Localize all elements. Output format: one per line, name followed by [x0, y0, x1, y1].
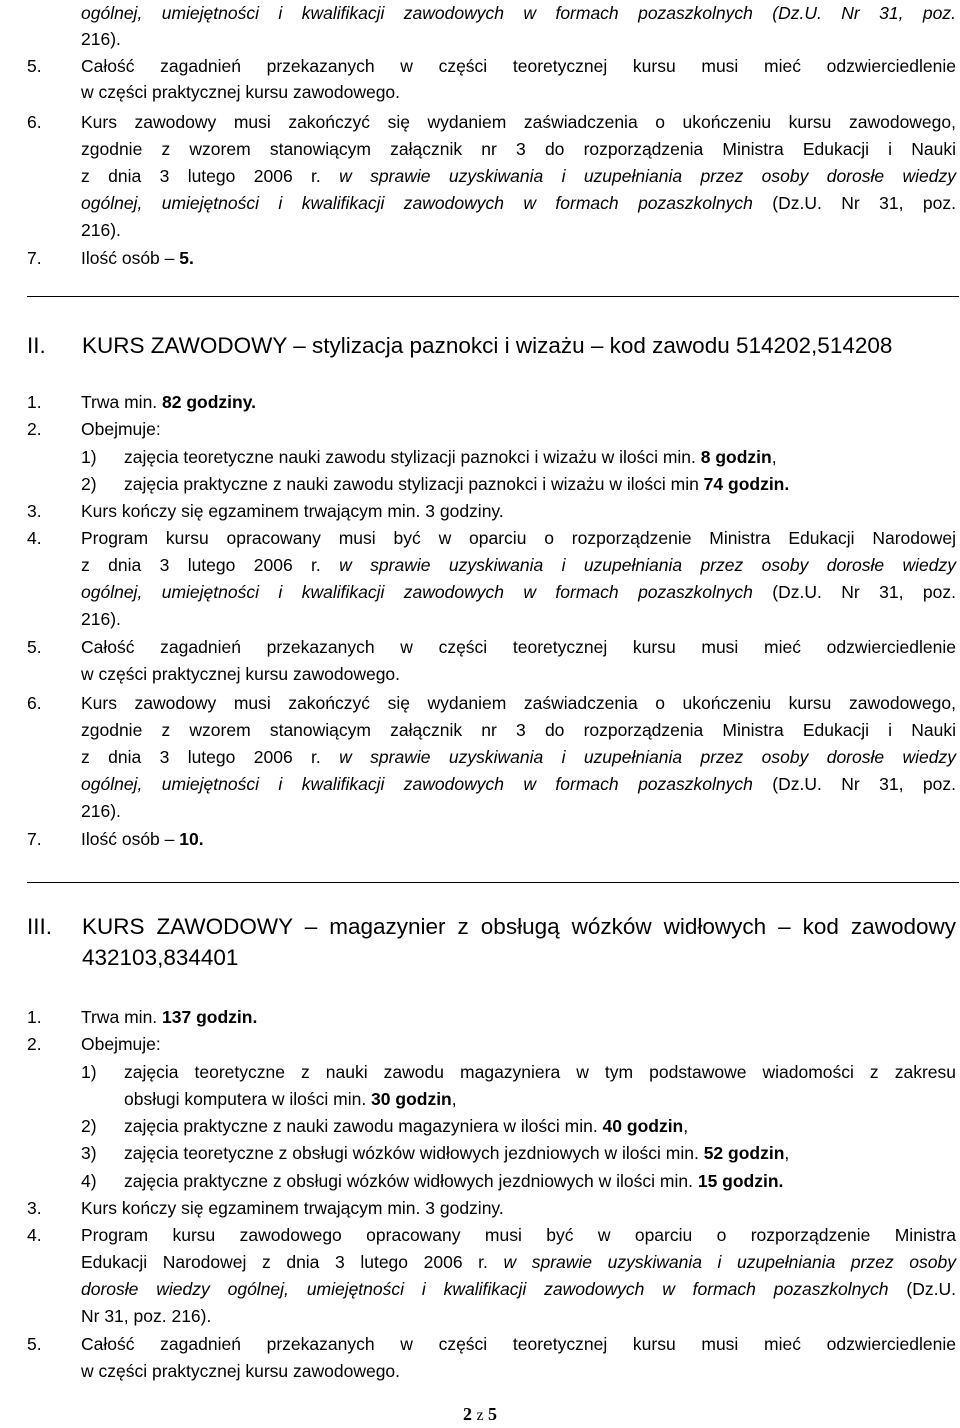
item-text: Kurs zawodowy musi zakończyć się wydaniem zaświadczenia o ukończeniu kursu zawodowego, [81, 112, 956, 132]
section-number: II. [27, 333, 46, 358]
item-text: ogólnej, umiejętności i kwalifikacji zawodowych w formach pozaszkolnych (Dz.U. Nr 31, poz. [81, 582, 956, 602]
people-count: 10. [179, 829, 204, 849]
sub-item [0, 471, 960, 497]
text-line [0, 552, 960, 578]
section-title-codes: 432103,834401 [82, 945, 239, 970]
text-line [0, 1249, 960, 1275]
item-text: Całość zagadnień przekazanych w części teoretycznej kursu musi mieć odzwierciedlenie [81, 56, 956, 76]
legal-reference: ogólnej, umiejętności i kwalifikacji zawodowych w formach pozaszkolnych (Dz.U. Nr 31, poz. [81, 3, 956, 23]
hours-value: 30 godzin [371, 1089, 452, 1109]
hours-value: 8 godzin [700, 447, 772, 467]
hours-value: 15 godzin. [697, 1171, 784, 1191]
section-title: KURS ZAWODOWY – magazynier z obsługą wózków widłowych – kod zawodowy [82, 914, 956, 939]
list-item [0, 634, 960, 660]
section-number: III. [27, 914, 53, 939]
item-number: 7. [27, 248, 42, 268]
item-text: Kurs zawodowy musi zakończyć się wydaniem zaświadczenia o ukończeniu kursu zawodowego, [81, 693, 956, 713]
list-item [0, 525, 960, 551]
item-text: w części praktycznej kursu zawodowego. [81, 1361, 401, 1381]
people-count: 5. [179, 248, 194, 268]
item-number: 4. [27, 1225, 42, 1245]
item-text: Kurs kończy się egzaminem trwającym min. 3 godziny. [81, 501, 504, 521]
item-text: ogólnej, umiejętności i kwalifikacji zawodowych w formach pozaszkolnych (Dz.U. Nr 31, poz. [81, 193, 956, 213]
item-text: zgodnie z wzorem stanowiącym załącznik nr 3 do rozporządzenia Ministra Edukacji i Nauki [81, 139, 956, 159]
item-text: ogólnej, umiejętności i kwalifikacji zawodowych w formach pozaszkolnych (Dz.U. Nr 31, poz. [81, 774, 956, 794]
sub-item-text: zajęcia praktyczne z nauki zawodu stylizacji paznokci i wizażu w ilości min 74 godzin. [124, 474, 790, 494]
item-number: 6. [27, 112, 42, 132]
sub-item-number: 4) [81, 1171, 97, 1191]
page-number: 2 z 5 [462, 1404, 498, 1424]
list-item [0, 498, 960, 524]
hours-value: 40 godzin [602, 1116, 684, 1136]
duration-value: 137 godzin. [162, 1007, 258, 1027]
item-number: 7. [27, 829, 42, 849]
hours-value: 52 godzin [703, 1143, 785, 1163]
item-text: w części praktycznej kursu zawodowego. [81, 664, 401, 684]
item-number: 4. [27, 528, 42, 548]
text-line [0, 1358, 960, 1384]
text-line [0, 579, 960, 605]
text-line [0, 1086, 960, 1112]
list-item [0, 1222, 960, 1248]
section-divider [27, 882, 959, 883]
item-text: Ilość osób – 5. [81, 248, 194, 268]
text-line [0, 26, 960, 52]
item-text: Ilość osób – 10. [81, 829, 204, 849]
item-text: w części praktycznej kursu zawodowego. [81, 82, 401, 102]
item-number: 5. [27, 56, 42, 76]
item-number: 2. [27, 419, 42, 439]
item-text: 216). [81, 609, 121, 629]
text-line [0, 217, 960, 243]
sub-item [0, 1140, 960, 1166]
item-number: 1. [27, 392, 42, 412]
text-line [0, 79, 960, 105]
item-text: Trwa min. 82 godziny. [81, 392, 257, 412]
text-line [0, 661, 960, 687]
list-item [0, 416, 960, 442]
item-text: Nr 31, poz. 216). [81, 1306, 212, 1326]
duration-value: 82 godziny. [162, 392, 257, 412]
list-item [0, 1195, 960, 1221]
item-text: Trwa min. 137 godzin. [81, 1007, 258, 1027]
sub-item [0, 1113, 960, 1139]
item-number: 6. [27, 693, 42, 713]
sub-item [0, 444, 960, 470]
item-text: Program kursu zawodowego opracowany musi być w oparciu o rozporządzenie Ministra [81, 1225, 956, 1245]
item-text: Program kursu opracowany musi być w oparciu o rozporządzenie Ministra Edukacji Narodowej [81, 528, 956, 548]
sub-item-text: zajęcia praktyczne z nauki zawodu magazyniera w ilości min. 40 godzin, [124, 1116, 689, 1136]
item-text: Całość zagadnień przekazanych w części teoretycznej kursu musi mieć odzwierciedlenie [81, 1334, 956, 1354]
text-line [0, 798, 960, 824]
text-line [0, 744, 960, 770]
item-number: 3. [27, 501, 42, 521]
section-divider [27, 296, 959, 297]
sub-item-number: 2) [81, 1116, 97, 1136]
item-number: 5. [27, 1334, 42, 1354]
sub-item-number: 1) [81, 1062, 97, 1082]
list-item [0, 1004, 960, 1030]
list-item [0, 53, 960, 79]
sub-item [0, 1168, 960, 1194]
item-text: zgodnie z wzorem stanowiącym załącznik nr 3 do rozporządzenia Ministra Edukacji i Nauki [81, 720, 956, 740]
text-line [0, 163, 960, 189]
item-text: Edukacji Narodowej z dnia 3 lutego 2006 r. w sprawie uzyskiwania i uzupełniania przez osoby [81, 1252, 956, 1272]
sub-item-text: zajęcia praktyczne z obsługi wózków widłowych jezdniowych w ilości min. 15 godzin. [124, 1171, 784, 1191]
section-title: KURS ZAWODOWY – stylizacja paznokci i wizażu – kod zawodu 514202,514208 [82, 333, 893, 358]
item-text: z dnia 3 lutego 2006 r. w sprawie uzyskiwania i uzupełniania przez osoby dorosłe wiedzy [81, 747, 956, 767]
list-item [0, 826, 960, 852]
item-text: z dnia 3 lutego 2006 r. w sprawie uzyskiwania i uzupełniania przez osoby dorosłe wiedzy [81, 555, 956, 575]
item-text: dorosłe wiedzy ogólnej, umiejętności i kwalifikacji zawodowych w formach pozaszkolnych (Dz.U. [81, 1279, 956, 1299]
sub-item-text: zajęcia teoretyczne z nauki zawodu magazyniera w tym podstawowe wiadomości z zakresu [124, 1062, 956, 1082]
item-text: Kurs kończy się egzaminem trwającym min. 3 godziny. [81, 1198, 504, 1218]
list-item [0, 245, 960, 271]
item-number: 5. [27, 637, 42, 657]
sub-item-number: 2) [81, 474, 97, 494]
text-line [0, 1303, 960, 1329]
item-number: 1. [27, 1007, 42, 1027]
text-line [0, 717, 960, 743]
sub-item-text: obsługi komputera w ilości min. 30 godzin, [124, 1089, 457, 1109]
hours-value: 74 godzin. [703, 474, 790, 494]
item-text: 216). [81, 801, 121, 821]
sub-item-text: zajęcia teoretyczne nauki zawodu stylizacji paznokci i wizażu w ilości min. 8 godzin, [124, 447, 777, 467]
item-text: 216). [81, 220, 121, 240]
text-line [0, 136, 960, 162]
item-text: Całość zagadnień przekazanych w części teoretycznej kursu musi mieć odzwierciedlenie [81, 637, 956, 657]
text-line [0, 606, 960, 632]
text-line [0, 190, 960, 216]
list-item [0, 109, 960, 135]
legal-reference-end: 216). [81, 29, 121, 49]
sub-item [0, 1059, 960, 1085]
item-text: Obejmuje: [81, 1034, 161, 1054]
sub-item-number: 3) [81, 1143, 97, 1163]
list-item [0, 690, 960, 716]
list-item [0, 1031, 960, 1057]
sub-item-number: 1) [81, 447, 97, 467]
text-line [0, 0, 960, 26]
text-line [0, 1276, 960, 1302]
item-number: 2. [27, 1034, 42, 1054]
item-text: Obejmuje: [81, 419, 161, 439]
sub-item-text: zajęcia teoretyczne z obsługi wózków widłowych jezdniowych w ilości min. 52 godzin, [124, 1143, 790, 1163]
text-line [0, 771, 960, 797]
item-text: z dnia 3 lutego 2006 r. w sprawie uzyskiwania i uzupełniania przez osoby dorosłe wiedzy [81, 166, 956, 186]
list-item [0, 389, 960, 415]
item-number: 3. [27, 1198, 42, 1218]
list-item [0, 1331, 960, 1357]
